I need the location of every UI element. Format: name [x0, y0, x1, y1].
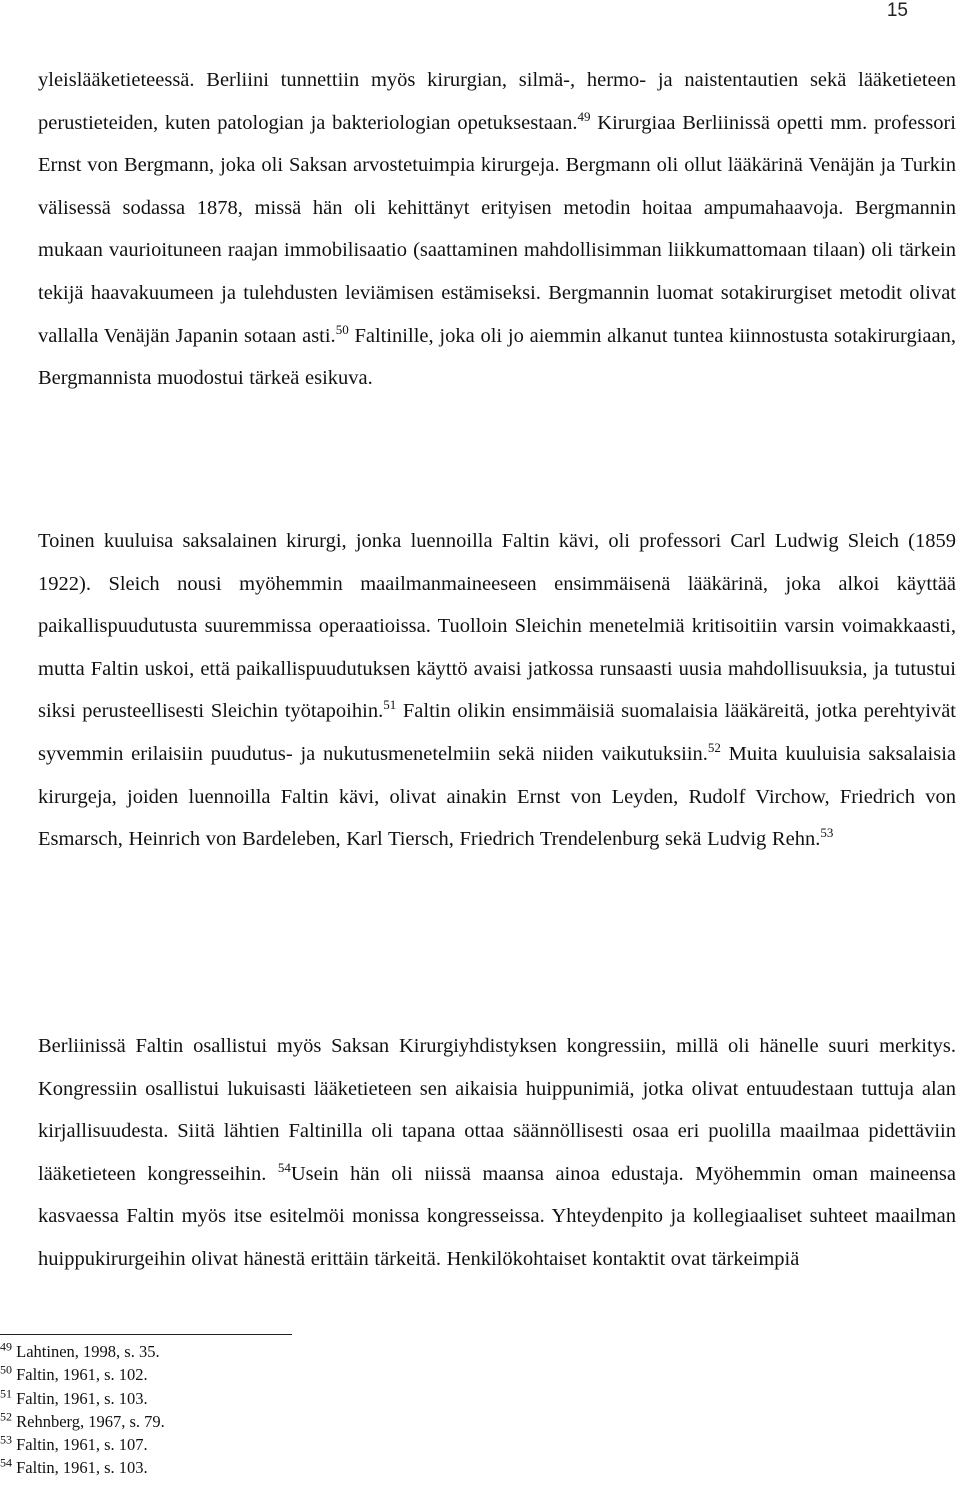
- footnote-number: 54: [0, 1455, 12, 1470]
- footnote-number: 49: [0, 1339, 12, 1354]
- paragraph-text: Kirurgiaa Berliinissä opetti mm. professori Ernst von Bergmann, joka oli Saksan arvostetuimpia kirurgeja. Bergmann oli ollut lääkärinä Venäjän ja Turkin välisessä sodassa 1878, missä hän oli kehittänyt erityisen metodin hoitaa ampumahaavoja. Bergmannin mukaan vaurioituneen raajan immobilisaatio (saattaminen mahdollisimman liikkumattomaan tilaan) oli tärkein tekijä haavakuumeen ja tulehdusten leviämisen estämiseksi. Bergmannin luomat sotakirurgiset metodit olivat vallalla Venäjän Japanin sotaan asti.: [38, 111, 956, 347]
- footnote-ref-50[interactable]: 50: [335, 321, 349, 337]
- footnote-text: Faltin, 1961, s. 103.: [16, 1458, 148, 1478]
- footnotes: [0, 1340, 165, 1480]
- footnote-ref-52[interactable]: 52: [707, 740, 721, 756]
- footnote-number: 50: [0, 1362, 12, 1377]
- footnote-text: Faltin, 1961, s. 107.: [16, 1435, 148, 1455]
- footnote-text: Lahtinen, 1998, s. 35.: [16, 1342, 160, 1361]
- footnote-text: Faltin, 1961, s. 102.: [16, 1365, 148, 1385]
- paragraph-text: Toinen kuuluisa saksalainen kirurgi, jonka luennoilla Faltin kävi, oli professori Carl Ludwig Sleich (1859 1922). Sleich nousi myöhemmin maailmanmaineeseen ensimmäisenä lääkärinä, joka alkoi käyttää paikallispuudutusta suuremmissa operaatioissa. Tuolloin Sleichin menetelmiä kritisoitiin varsin voimakkaasti, mutta Faltin uskoi, että paikallispuudutuksen käyttö avaisi jatkossa runsaasti uusia mahdollisuuksia, ja tutustui siksi perusteellisesti Sleichin työtapoihin.: [38, 530, 956, 723]
- footnote-number: 53: [0, 1432, 12, 1447]
- footnote-ref-49[interactable]: 49: [577, 108, 591, 124]
- paragraph-3: [38, 1025, 956, 1281]
- paragraph-text: Faltin olikin ensimmäisiä suomalaisia lääkäreitä, jotka perehtyivät syvemmin erilaisiin puudutus- ja nukutusmenetelmiin sekä niiden vaikutuksiin.: [38, 700, 956, 765]
- footnote-49: [0, 1340, 165, 1363]
- footnote-number: 52: [0, 1409, 12, 1424]
- footnote-number: 51: [0, 1386, 12, 1401]
- footnote-ref-54[interactable]: 54: [277, 1159, 291, 1175]
- paragraph-2: [38, 520, 956, 861]
- paragraph-text: Faltinille, joka oli jo aiemmin alkanut tuntea kiinnostusta sotakirurgiaan, Bergmannista muodostui tärkeä esikuva.: [38, 324, 956, 390]
- paragraph-text: Berliinissä Faltin osallistui myös Saksan Kirurgiyhdistyksen kongressiin, millä oli hänelle suuri merkitys. Kongressiin osallistui lukuisasti lääketieteen sen aikaisia huippunimiä, jotka olivat entuudestaan tuttuja alan kirjallisuudesta. Siitä lähtien Faltinilla oli tapana ottaa säännöllisesti osaa eri puolilla maailmaa pidettäviin lääketieteen kongresseihin.: [38, 1035, 956, 1185]
- paragraph-text: Usein hän oli niissä maansa ainoa edustaja. Myöhemmin oman maineensa kasvaessa Faltin myös itse esitelmöi monissa kongresseissa. Yhteydenpito ja kollegiaaliset suhteet maailman huippukirurgeihin olivat hänestä erittäin tärkeitä. Henkilökohtaiset kontaktit ovat tärkeimpiä: [38, 1162, 956, 1270]
- footnote-text: Rehnberg, 1967, s. 79.: [16, 1411, 165, 1431]
- footnote-text: Faltin, 1961, s. 103.: [16, 1388, 148, 1408]
- footnote-50: [0, 1363, 165, 1386]
- footnote-51: [0, 1387, 165, 1410]
- footnote-ref-53[interactable]: 53: [820, 825, 834, 841]
- footnote-52: [0, 1410, 165, 1433]
- footnote-53: [0, 1433, 165, 1456]
- page-number: 15: [886, 0, 908, 21]
- footnote-54: [0, 1456, 165, 1479]
- paragraph-1: [38, 59, 956, 400]
- footnote-separator: [0, 1334, 292, 1335]
- footnote-ref-51[interactable]: 51: [383, 697, 397, 713]
- paragraph-text: yleislääketieteessä. Berliini tunnettiin myös kirurgian, silmä-, hermo- ja naistentautien sekä lääketieteen perustieteiden, kuten patologian ja bakteriologian opetuksestaan.: [38, 69, 956, 134]
- paragraph-text: Muita kuuluisia saksalaisia kirurgeja, joiden luennoilla Faltin kävi, olivat ainakin Ernst von Leyden, Rudolf Virchow, Friedrich von Esmarsch, Heinrich von Bardeleben, Karl Tiersch, Friedrich Trendelenburg sekä Ludvig Rehn.: [38, 742, 957, 851]
